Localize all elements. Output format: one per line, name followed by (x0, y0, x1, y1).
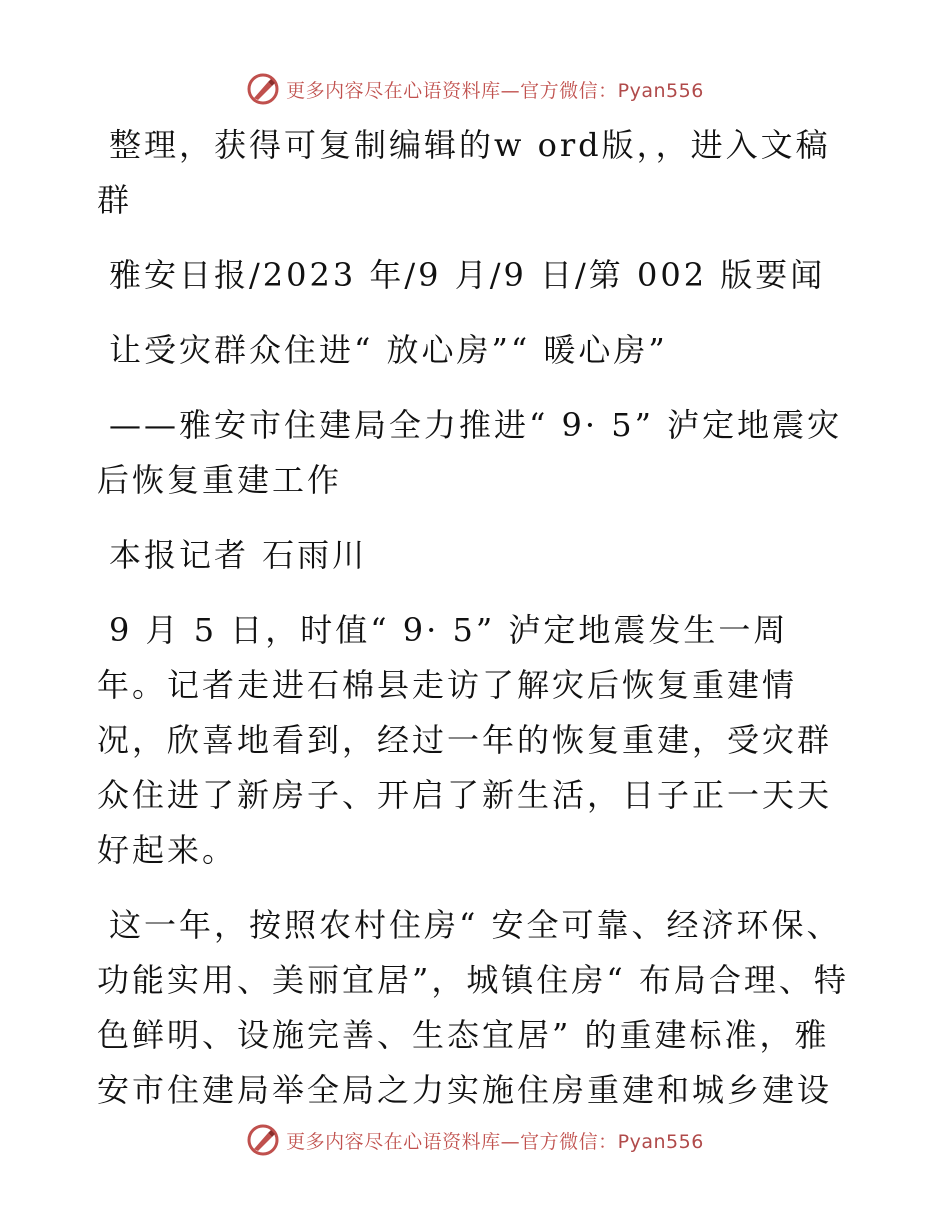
footer-watermark (0, 1123, 950, 1157)
header-watermark (0, 72, 950, 106)
document-body (97, 118, 857, 1118)
article-title: 让受灾群众住进“ 放心房”“ 暖心房” (109, 331, 668, 369)
intro-paragraph: 整理，获得可复制编辑的w ord版，，进入文稿群 (97, 126, 831, 219)
pen-logo-icon (246, 72, 280, 106)
watermark-wechat-id: Pyan556 (617, 1130, 704, 1153)
watermark-text: 更多内容尽在心语资料库—官方微信： (286, 79, 618, 102)
watermark-wechat-id: Pyan556 (617, 79, 704, 102)
body-paragraph: 这一年，按照农村住房“ 安全可靠、经济环保、功能实用、美丽宜居”，城镇住房“ 布局合理、特色鲜明、设施完善、生态宜居” 的重建标准，雅安市住建局举全局之力实施住房重建和城乡建设 (97, 906, 849, 1109)
source-line: 雅安日报/2023 年/9 月/9 日/第 002 版要闻 (109, 256, 826, 294)
byline: 本报记者 石雨川 (109, 536, 368, 574)
pen-logo-icon (246, 1123, 280, 1157)
body-paragraph: 9 月 5 日，时值“ 9· 5” 泸定地震发生一周年。记者走进石棉县走访了解灾后恢复重建情况，欣喜地看到，经过一年的恢复重建，受灾群众住进了新房子、开启了新生活，日子正一天天好起来。 (97, 611, 833, 869)
article-subtitle: ——雅安市住建局全力推进“ 9· 5” 泸定地震灾后恢复重建工作 (97, 406, 843, 499)
watermark-text: 更多内容尽在心语资料库—官方微信： (286, 1130, 618, 1153)
